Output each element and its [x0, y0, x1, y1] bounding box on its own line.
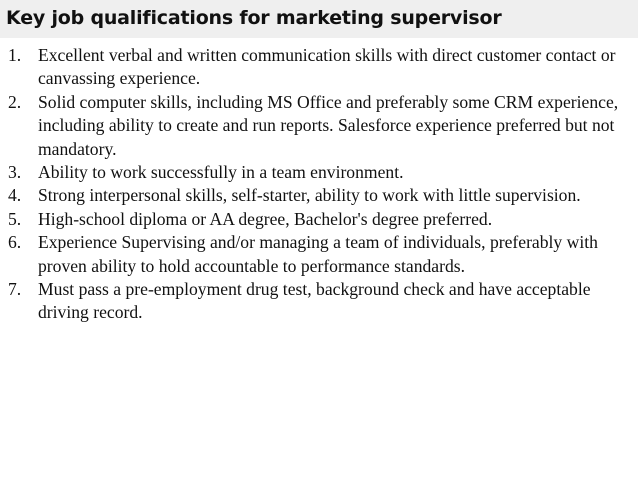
list-item: [0, 44, 620, 91]
page-title: Key job qualifications for marketing supervisor: [6, 7, 502, 29]
list-item: [0, 91, 620, 161]
title-bar: [0, 0, 638, 38]
list-item-text: Ability to work successfully in a team environment.: [38, 162, 404, 183]
list-item-number: 1.: [8, 45, 22, 65]
list-item-number: 4.: [8, 185, 22, 206]
list-item-text: High-school diploma or AA degree, Bachelor's degree preferred.: [38, 208, 493, 229]
list-item: [0, 184, 620, 207]
list-item-number: 2.: [8, 91, 22, 112]
list-item-number: 3.: [8, 162, 22, 183]
qualifications-list: [0, 44, 620, 325]
list-item: [0, 231, 620, 278]
list-item-text: Excellent verbal and written communication skills with direct customer contact or canvassing experience.: [38, 45, 616, 89]
list-item-number: 5.: [8, 208, 22, 229]
list-item-text: Experience Supervising and/or managing a team of individuals, preferably with proven ability to hold accountable to performance standards.: [38, 232, 598, 276]
list-item-number: 7.: [8, 279, 22, 300]
list-item-text: Solid computer skills, including MS Office and preferably some CRM experience, including ability to create and run reports. Salesforce experience preferred but not mandatory.: [38, 91, 619, 159]
list-item-text: Strong interpersonal skills, self-starter, ability to work with little supervision.: [38, 185, 581, 206]
list-item-text: Must pass a pre-employment drug test, background check and have acceptable driving record.: [38, 279, 591, 323]
list-item: [0, 161, 620, 184]
list-item: [0, 208, 620, 231]
list-item-number: 6.: [8, 232, 22, 253]
list-item: [0, 278, 620, 325]
